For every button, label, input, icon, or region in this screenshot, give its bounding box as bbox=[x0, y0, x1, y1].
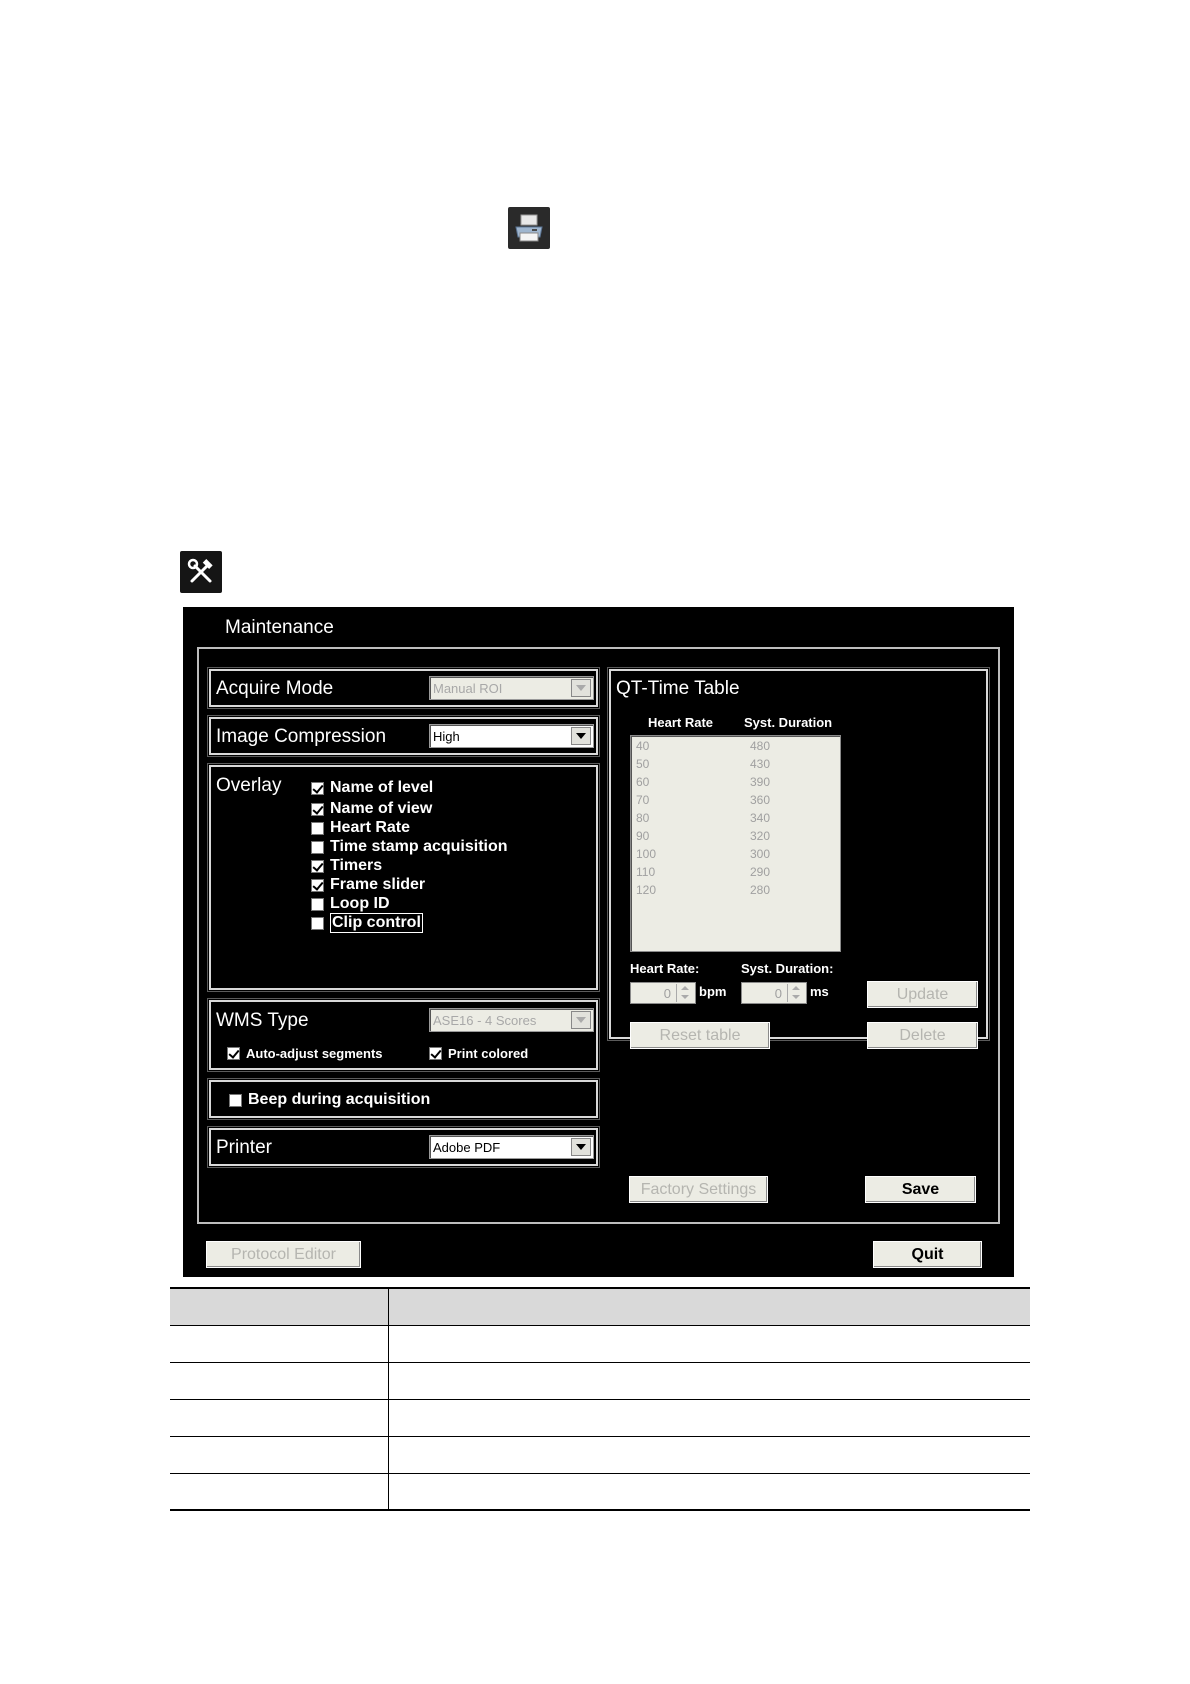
qt-sd-cell: 290 bbox=[750, 865, 771, 879]
chevron-down-icon[interactable] bbox=[571, 679, 591, 697]
qt-hr-cell: 110 bbox=[636, 865, 656, 879]
heart-rate-spinner[interactable] bbox=[630, 982, 696, 1004]
print-colored-checkbox[interactable] bbox=[429, 1044, 528, 1062]
heart-rate-value: 0 bbox=[663, 986, 671, 1001]
qt-sd-cell: 320 bbox=[750, 829, 771, 843]
table-row[interactable] bbox=[636, 829, 836, 847]
chevron-down-icon[interactable] bbox=[571, 1011, 591, 1029]
overlay-item-label: Name of level bbox=[330, 779, 434, 796]
auto-adjust-checkbox[interactable] bbox=[227, 1044, 383, 1062]
maintenance-dialog bbox=[183, 607, 1014, 1277]
settings-panel bbox=[197, 647, 1000, 1224]
update-button[interactable]: Update bbox=[867, 981, 978, 1008]
syst-duration-field-label: Syst. Duration: bbox=[741, 961, 834, 976]
qt-sd-cell: 430 bbox=[750, 757, 771, 771]
wms-type-section bbox=[209, 1000, 598, 1070]
tools-icon[interactable] bbox=[180, 551, 222, 593]
table-row bbox=[170, 1362, 1030, 1399]
print-colored-label: Print colored bbox=[448, 1045, 529, 1061]
table-cell bbox=[388, 1399, 1030, 1436]
table-row[interactable] bbox=[636, 865, 836, 883]
wms-type-label: WMS Type bbox=[216, 1010, 309, 1031]
qt-hr-cell: 120 bbox=[636, 883, 657, 897]
qt-col-syst-duration: Syst. Duration bbox=[744, 715, 833, 730]
qt-sd-cell: 340 bbox=[750, 811, 771, 825]
qt-time-list[interactable] bbox=[630, 735, 841, 952]
checkbox-checked[interactable] bbox=[311, 782, 324, 795]
checkbox-checked[interactable] bbox=[429, 1047, 442, 1060]
overlay-checkbox-time-stamp[interactable] bbox=[311, 838, 508, 856]
printer-label: Printer bbox=[216, 1137, 272, 1158]
acquire-mode-label: Acquire Mode bbox=[216, 678, 334, 699]
spinner-arrows-icon[interactable] bbox=[676, 984, 693, 1002]
table-cell bbox=[170, 1399, 388, 1436]
qt-sd-cell: 480 bbox=[750, 739, 771, 753]
quit-button[interactable]: Quit bbox=[873, 1241, 982, 1268]
qt-col-heart-rate: Heart Rate bbox=[648, 715, 714, 730]
printer-section bbox=[209, 1128, 598, 1166]
qt-hr-cell: 60 bbox=[636, 775, 650, 789]
wms-type-value: ASE16 - 4 Scores bbox=[433, 1013, 537, 1028]
table-header-cell bbox=[388, 1288, 1030, 1325]
table-row[interactable] bbox=[636, 757, 836, 775]
save-button[interactable]: Save bbox=[865, 1176, 976, 1203]
overlay-item-label: Time stamp acquisition bbox=[330, 838, 508, 855]
overlay-checkbox-name-of-level[interactable] bbox=[311, 779, 433, 797]
table-cell bbox=[388, 1436, 1030, 1473]
table-row[interactable] bbox=[636, 775, 836, 793]
overlay-item-label: Frame slider bbox=[330, 876, 426, 893]
overlay-section bbox=[209, 765, 598, 990]
overlay-checkbox-name-of-view[interactable] bbox=[311, 800, 432, 818]
table-cell bbox=[388, 1325, 1030, 1362]
table-cell bbox=[388, 1473, 1030, 1510]
ms-unit: ms bbox=[810, 984, 829, 999]
printer-value: Adobe PDF bbox=[433, 1140, 501, 1155]
table-row[interactable] bbox=[636, 793, 836, 811]
table-cell bbox=[170, 1473, 388, 1510]
table-row[interactable] bbox=[636, 739, 836, 757]
checkbox-unchecked[interactable] bbox=[311, 841, 324, 854]
checkbox-unchecked[interactable] bbox=[311, 917, 324, 930]
delete-button[interactable]: Delete bbox=[867, 1022, 978, 1049]
overlay-checkbox-timers[interactable] bbox=[311, 857, 382, 875]
table-cell bbox=[170, 1436, 388, 1473]
acquire-mode-select[interactable] bbox=[429, 676, 594, 700]
qt-hr-cell: 40 bbox=[636, 739, 650, 753]
table-row bbox=[170, 1399, 1030, 1436]
overlay-label: Overlay bbox=[216, 775, 282, 796]
table-row[interactable] bbox=[636, 883, 836, 901]
heart-rate-field-label: Heart Rate: bbox=[630, 961, 700, 976]
table-row[interactable] bbox=[636, 847, 836, 865]
beep-section bbox=[209, 1080, 598, 1118]
qt-hr-cell: 70 bbox=[636, 793, 650, 807]
checkbox-unchecked[interactable] bbox=[311, 822, 324, 835]
printer-icon[interactable] bbox=[508, 207, 550, 249]
checkbox-checked[interactable] bbox=[311, 803, 324, 816]
table-row bbox=[170, 1473, 1030, 1510]
qt-sd-cell: 280 bbox=[750, 883, 771, 897]
bpm-unit: bpm bbox=[699, 984, 727, 999]
qt-sd-cell: 360 bbox=[750, 793, 771, 807]
checkbox-checked[interactable] bbox=[311, 860, 324, 873]
protocol-editor-button[interactable]: Protocol Editor bbox=[206, 1241, 361, 1268]
table-row bbox=[170, 1325, 1030, 1362]
acquire-mode-value: Manual ROI bbox=[433, 681, 503, 696]
description-table bbox=[170, 1287, 1030, 1511]
image-compression-value: High bbox=[433, 729, 460, 744]
table-cell bbox=[388, 1362, 1030, 1399]
table-header-cell bbox=[170, 1288, 388, 1325]
reset-table-button[interactable]: Reset table bbox=[630, 1022, 770, 1049]
beep-checkbox[interactable] bbox=[229, 1091, 430, 1109]
syst-duration-spinner[interactable] bbox=[741, 982, 807, 1004]
overlay-item-label: Name of view bbox=[330, 800, 433, 817]
table-cell bbox=[170, 1325, 388, 1362]
chevron-down-icon[interactable] bbox=[571, 727, 591, 745]
overlay-checkbox-frame-slider[interactable] bbox=[311, 876, 425, 894]
overlay-item-label: Loop ID bbox=[330, 895, 390, 912]
checkbox-checked[interactable] bbox=[227, 1047, 240, 1060]
qt-time-table-title: QT-Time Table bbox=[616, 678, 740, 699]
checkbox-unchecked[interactable] bbox=[311, 898, 324, 911]
qt-hr-cell: 80 bbox=[636, 811, 650, 825]
dialog-title: Maintenance bbox=[225, 617, 334, 638]
qt-hr-cell: 100 bbox=[636, 847, 657, 861]
qt-hr-cell: 90 bbox=[636, 829, 650, 843]
chevron-down-icon[interactable] bbox=[571, 1138, 591, 1156]
overlay-checkbox-clip-control[interactable] bbox=[311, 914, 423, 932]
qt-sd-cell: 300 bbox=[750, 847, 771, 861]
qt-sd-cell: 390 bbox=[750, 775, 771, 789]
factory-settings-button[interactable]: Factory Settings bbox=[629, 1176, 768, 1203]
spinner-arrows-icon[interactable] bbox=[787, 984, 804, 1002]
syst-duration-value: 0 bbox=[774, 986, 782, 1001]
table-header-row bbox=[170, 1288, 1030, 1325]
image-compression-section bbox=[209, 717, 598, 755]
qt-time-table-section bbox=[609, 669, 988, 1044]
image-compression-select[interactable] bbox=[429, 724, 594, 748]
table-row[interactable] bbox=[636, 811, 836, 829]
checkbox-checked[interactable] bbox=[311, 879, 324, 892]
image-compression-label: Image Compression bbox=[216, 726, 387, 747]
qt-hr-cell: 50 bbox=[636, 757, 650, 771]
overlay-item-label: Clip control bbox=[332, 914, 421, 931]
overlay-checkbox-loop-id[interactable] bbox=[311, 895, 390, 913]
table-cell bbox=[170, 1362, 388, 1399]
overlay-item-label: Timers bbox=[330, 857, 383, 874]
wms-type-select[interactable] bbox=[429, 1008, 594, 1032]
checkbox-unchecked[interactable] bbox=[229, 1094, 242, 1107]
overlay-item-label: Heart Rate bbox=[330, 819, 411, 836]
beep-label: Beep during acquisition bbox=[248, 1091, 431, 1108]
overlay-checkbox-heart-rate[interactable] bbox=[311, 819, 410, 837]
table-row bbox=[170, 1436, 1030, 1473]
auto-adjust-label: Auto-adjust segments bbox=[246, 1045, 383, 1061]
printer-select[interactable] bbox=[429, 1135, 594, 1159]
acquire-mode-section bbox=[209, 669, 598, 707]
